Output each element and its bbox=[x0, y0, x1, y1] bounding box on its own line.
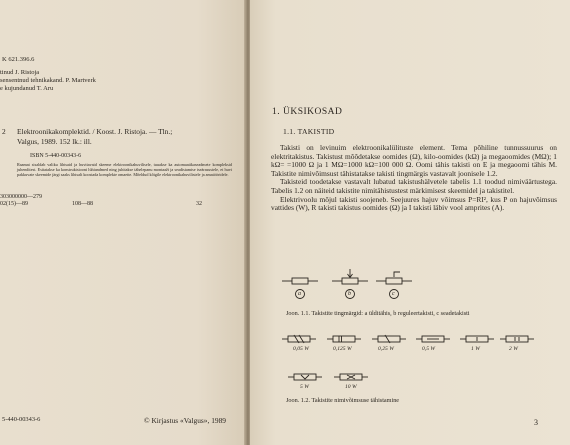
left-page bbox=[0, 0, 246, 445]
catalog-index: 2 bbox=[2, 127, 6, 136]
section-title: 1.1. TAKISTID bbox=[283, 127, 335, 136]
rating-0-5w: 0,5 W bbox=[422, 346, 436, 352]
fig1-label-b: b bbox=[348, 291, 351, 297]
catalog-code-1: 303000000—279 bbox=[0, 194, 42, 200]
credit-line-2: sensentnud tehnikakand. P. Martverk bbox=[0, 77, 96, 84]
fig2-caption: Joon. 1.2. Takistite nimivõimsuse tähistamine bbox=[286, 397, 400, 404]
paragraph-3: Elektrivoolu mõjul takisti soojeneb. Seejuures hajuv võimsus P=RI², kus P on hajuvõimsus vattides (W), R takisti takistus oomides (Ω) ja I takisti läbiv vool amprites (A). bbox=[271, 194, 557, 213]
rating-0-25w: 0,25 W bbox=[378, 346, 394, 352]
catalog-entry-2: Valgus, 1989. 152 lk.: ill. bbox=[17, 137, 92, 146]
fig1-label-a: a bbox=[298, 291, 301, 297]
catalog-code-2: 02(15)—89 bbox=[0, 201, 28, 207]
paragraph-2: Takisteid toodetakse vastavalt lubatud takistushälvetele tabelis 1.1 toodud nimiväärtustega. Tabelis 1.2 on näiteid takistite nimitähistustest märkimisest skeemidel ja takistitel. bbox=[271, 177, 557, 195]
page-number: 3 bbox=[534, 418, 538, 427]
credit-line-1: tinud J. Ristoja bbox=[0, 69, 40, 76]
footer-isbn: 5-440-00343-6 bbox=[2, 416, 41, 423]
figure-1-2 bbox=[282, 331, 542, 401]
credit-line-3: e kujundanud T. Aru bbox=[0, 85, 54, 92]
rating-2w: 2 W bbox=[509, 346, 518, 352]
catalog-abstract: Raamat sisaldab valiku lihtsaid ja huvitavaid skeeme elektroonikahuvilisele, tuuakse ka automaatikaseadmete kompleksid juhenditest. Esitatakse ka konstruktsiooni lühiandmed ning juhitakse tähelepanu montaaži ja seadistamise iseärasustele, et huvi pakkuvate skeemide järgi saaks lihtsalt koostada komplekte omaette. Mõeldud kõigile elektroonikahuvilistele ja amatööridele. bbox=[17, 162, 232, 178]
fig1-label-c: c bbox=[392, 291, 395, 297]
rating-10w: 10 W bbox=[345, 384, 357, 390]
rating-1w: 1 W bbox=[471, 346, 480, 352]
catalog-code-nums: 108—88 bbox=[72, 201, 93, 207]
rating-0-05w: 0,05 W bbox=[293, 346, 309, 352]
paragraph-1: Takisti on levinuim elektroonikalülituste element. Tema põhiline tunnussuurus on elektritakistus. Takistust mõõdetakse oomides (Ω), kilo-oomides (kΩ) ja megaoomides (MΩ); 1 kΩ= =1000 Ω ja 1 MΩ=1000 kΩ=100 000 Ω. Oomi tähis takisti on E ja megaoomi tähis M. Takistite nimivõimsust tähistatakse takisti tingmärgis vastavalt joonisele 1.2. bbox=[271, 143, 557, 178]
udk-code: K 621.396.6 bbox=[2, 56, 35, 63]
catalog-entry: Elektroonikakomplektid. / Koost. J. Ristoja. — Tln.; bbox=[17, 127, 173, 136]
catalog-code-32: 32 bbox=[196, 201, 202, 207]
chapter-title: 1. ÜKSIKOSAD bbox=[272, 107, 343, 117]
rating-5w: 5 W bbox=[300, 384, 309, 390]
copyright: © Kirjastus «Valgus», 1989 bbox=[144, 416, 226, 425]
fig1-caption: Joon. 1.1. Takistite tingmärgid: a ülditähis, b reguleertakisti, c seadetakisti bbox=[286, 310, 470, 317]
body-text bbox=[271, 144, 557, 213]
rating-0-125w: 0,125 W bbox=[333, 346, 352, 352]
catalog-isbn: ISBN 5-440-00343-6 bbox=[30, 153, 82, 159]
